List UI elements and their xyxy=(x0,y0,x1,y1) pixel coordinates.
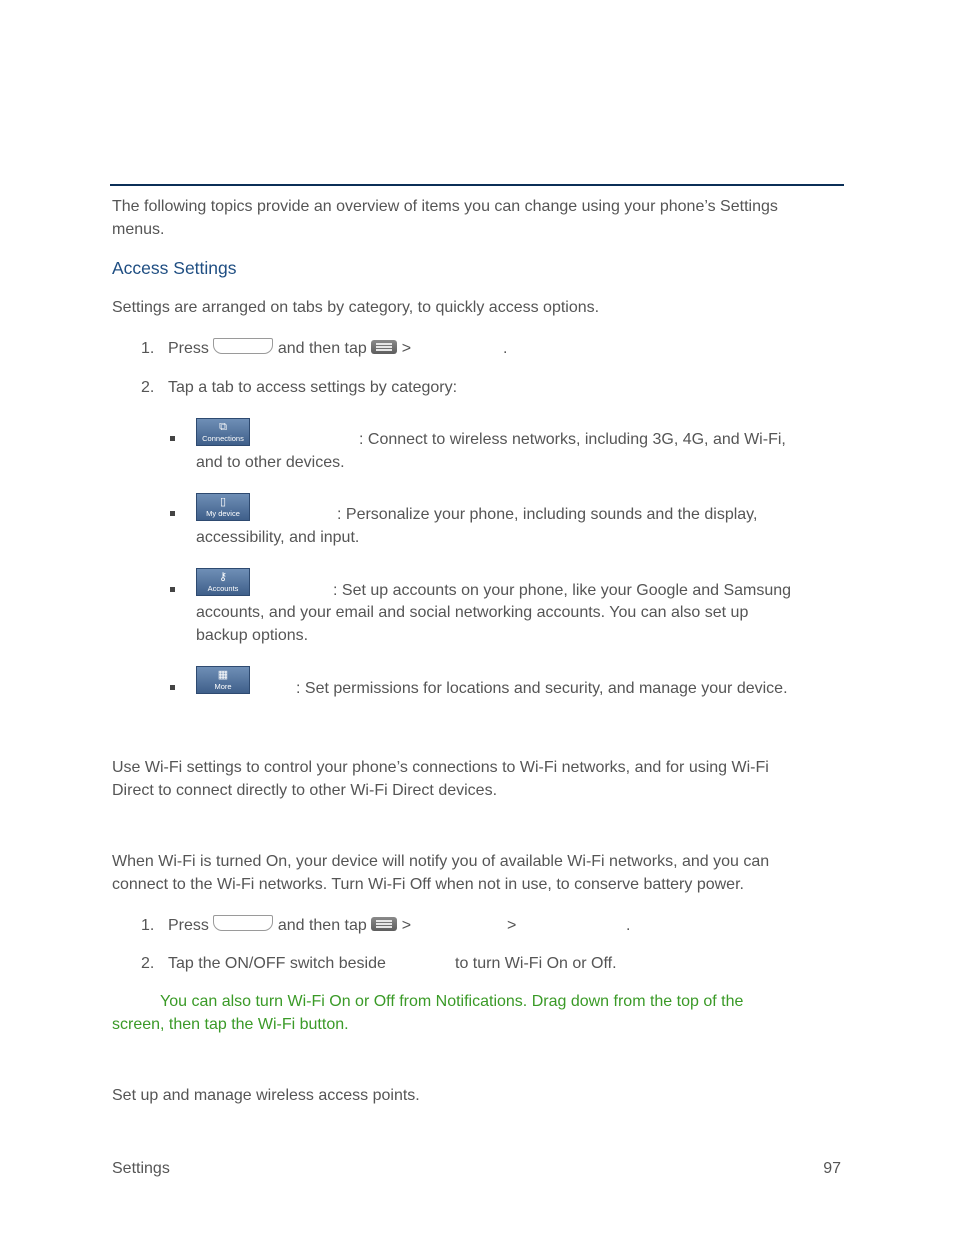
accounts-desc-line-3: backup options. xyxy=(196,627,309,644)
wifi-on-line-1: When Wi-Fi is turned On, your device will notify you of available Wi-Fi networks, and you can xyxy=(112,853,770,870)
step-number: 2. xyxy=(141,955,155,972)
more-desc-line-1: : Set permissions for locations and security, and manage your device. xyxy=(296,680,788,697)
tab-icon-label: Accounts xyxy=(207,584,239,593)
key-icon: ⚷ xyxy=(218,571,228,583)
intro-line-1: The following topics provide an overview of items you can change using your phone’s Settings xyxy=(112,198,778,215)
title-rule xyxy=(110,184,844,186)
wifi-step-1-line xyxy=(168,914,411,937)
bullet xyxy=(170,587,175,592)
bullet xyxy=(170,436,175,441)
then-tap-text: and then tap xyxy=(277,917,367,934)
wifi-step-2-text-b: to turn Wi-Fi On or Off. xyxy=(455,955,617,972)
step-number: 1. xyxy=(141,340,155,357)
tab-icon-label: My device xyxy=(206,509,240,518)
then-tap-text: and then tap xyxy=(277,340,367,357)
bullet xyxy=(170,511,175,516)
step-end: . xyxy=(626,917,631,934)
arrow-text: > xyxy=(507,917,517,934)
footer-section: Settings xyxy=(112,1160,170,1177)
page-number: 97 xyxy=(823,1160,841,1177)
menu-key-icon xyxy=(371,917,397,931)
press-text: Press xyxy=(168,340,209,357)
phone-icon: ▯ xyxy=(219,496,227,508)
step-2-text: Tap a tab to access settings by category: xyxy=(168,379,458,396)
press-text: Press xyxy=(168,917,209,934)
home-key-icon xyxy=(213,338,273,354)
arrow-text: > xyxy=(401,917,412,934)
my-device-desc-line-2: accessibility, and input. xyxy=(196,529,360,546)
access-settings-heading: Access Settings xyxy=(112,258,237,278)
home-key-icon xyxy=(213,915,273,931)
accounts-desc-line-1: : Set up accounts on your phone, like your Google and Samsung xyxy=(333,582,792,599)
connections-desc-line-2: and to other devices. xyxy=(196,454,345,471)
menu-key-icon xyxy=(371,340,397,354)
more-icon: ▦ xyxy=(217,669,229,681)
tab-icon-label: More xyxy=(214,682,232,691)
wifi-desc-line-1: Use Wi-Fi settings to control your phone’s connections to Wi-Fi networks, and for using Wi-Fi xyxy=(112,759,769,776)
step-number: 1. xyxy=(141,917,155,934)
my-device-desc-line-1: : Personalize your phone, including sounds and the display, xyxy=(337,506,758,523)
access-settings-description: Settings are arranged on tabs by category, to quickly access options. xyxy=(112,299,600,316)
tab-icon-label: Connections xyxy=(202,434,244,443)
wifi-desc-line-2: Direct to connect directly to other Wi-Fi Direct devices. xyxy=(112,782,498,799)
more-tab-icon xyxy=(196,666,250,694)
accounts-tab-icon xyxy=(196,568,250,596)
connections-desc-line-1: : Connect to wireless networks, including 3G, 4G, and Wi-Fi, xyxy=(359,431,786,448)
wifi-step-2-text-a: Tap the ON/OFF switch beside xyxy=(168,955,386,972)
step-1-line xyxy=(168,337,411,360)
step-end: . xyxy=(503,340,508,357)
tip-line-1: You can also turn Wi-Fi On or Off from Notifications. Drag down from the top of the xyxy=(160,993,744,1010)
accounts-desc-line-2: accounts, and your email and social networking accounts. You can also set up xyxy=(196,604,749,621)
access-points-text: Set up and manage wireless access points. xyxy=(112,1087,420,1104)
connections-icon: ⧉ xyxy=(219,421,227,433)
arrow-text: > xyxy=(401,340,412,357)
step-number: 2. xyxy=(141,379,155,396)
intro-line-2: menus. xyxy=(112,221,165,238)
my-device-tab-icon xyxy=(196,493,250,521)
connections-tab-icon xyxy=(196,418,250,446)
bullet xyxy=(170,685,175,690)
tip-line-2: screen, then tap the Wi-Fi button. xyxy=(112,1016,349,1033)
wifi-on-line-2: connect to the Wi-Fi networks. Turn Wi-Fi Off when not in use, to conserve battery power. xyxy=(112,876,744,893)
